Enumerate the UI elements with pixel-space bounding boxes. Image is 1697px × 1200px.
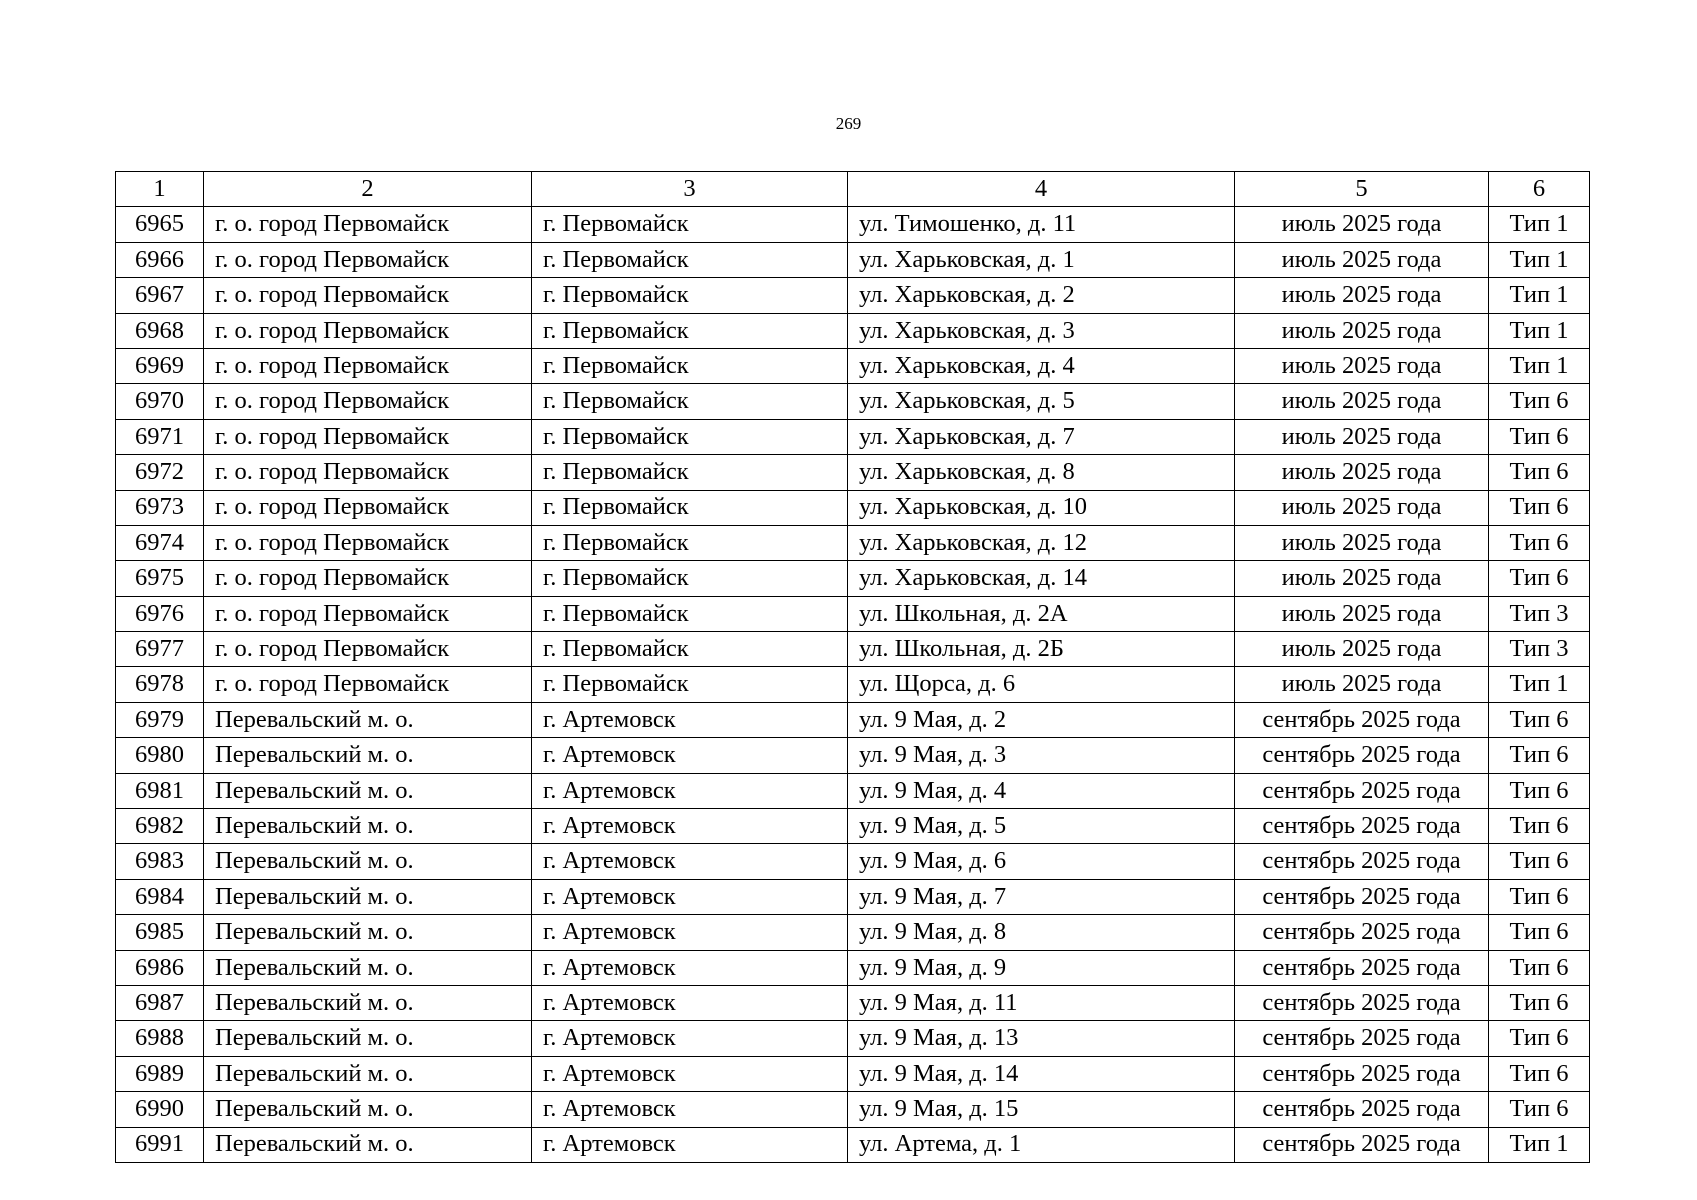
- table-row: [116, 455, 1590, 490]
- period-cell: июль 2025 года: [1235, 384, 1489, 419]
- header-cell-6: 6: [1489, 172, 1590, 207]
- row-number-cell: 6971: [116, 419, 204, 454]
- address-cell: ул. Школьная, д. 2А: [848, 596, 1235, 631]
- address-cell: ул. Харьковская, д. 1: [848, 242, 1235, 277]
- header-cell-3: 3: [532, 172, 848, 207]
- type-cell: Тип 1: [1489, 278, 1590, 313]
- settlement-cell: г. Первомайск: [532, 242, 848, 277]
- settlement-cell: г. Первомайск: [532, 632, 848, 667]
- table-row: [116, 879, 1590, 914]
- row-number-cell: 6969: [116, 348, 204, 383]
- row-number-cell: 6981: [116, 773, 204, 808]
- row-number-cell: 6987: [116, 985, 204, 1020]
- type-cell: Тип 1: [1489, 667, 1590, 702]
- table-body: [116, 207, 1590, 1163]
- municipality-cell: Перевальский м. о.: [204, 809, 532, 844]
- header-row: [116, 172, 1590, 207]
- row-number-cell: 6972: [116, 455, 204, 490]
- period-cell: сентябрь 2025 года: [1235, 844, 1489, 879]
- address-cell: ул. 9 Мая, д. 15: [848, 1092, 1235, 1127]
- table-row: [116, 844, 1590, 879]
- type-cell: Тип 6: [1489, 702, 1590, 737]
- period-cell: сентябрь 2025 года: [1235, 773, 1489, 808]
- row-number-cell: 6970: [116, 384, 204, 419]
- type-cell: Тип 1: [1489, 242, 1590, 277]
- row-number-cell: 6982: [116, 809, 204, 844]
- municipality-cell: г. о. город Первомайск: [204, 384, 532, 419]
- type-cell: Тип 6: [1489, 455, 1590, 490]
- address-cell: ул. Харьковская, д. 14: [848, 561, 1235, 596]
- address-cell: ул. Харьковская, д. 5: [848, 384, 1235, 419]
- row-number-cell: 6979: [116, 702, 204, 737]
- type-cell: Тип 1: [1489, 1127, 1590, 1162]
- municipality-cell: Перевальский м. о.: [204, 985, 532, 1020]
- municipality-cell: г. о. город Первомайск: [204, 455, 532, 490]
- settlement-cell: г. Первомайск: [532, 419, 848, 454]
- row-number-cell: 6983: [116, 844, 204, 879]
- address-cell: ул. Артема, д. 1: [848, 1127, 1235, 1162]
- row-number-cell: 6973: [116, 490, 204, 525]
- period-cell: июль 2025 года: [1235, 667, 1489, 702]
- row-number-cell: 6965: [116, 207, 204, 242]
- address-cell: ул. Харьковская, д. 7: [848, 419, 1235, 454]
- settlement-cell: г. Первомайск: [532, 596, 848, 631]
- municipality-cell: Перевальский м. о.: [204, 702, 532, 737]
- municipality-cell: г. о. город Первомайск: [204, 525, 532, 560]
- table-header: [116, 172, 1590, 207]
- settlement-cell: г. Артемовск: [532, 773, 848, 808]
- municipality-cell: г. о. город Первомайск: [204, 242, 532, 277]
- table-row: [116, 1056, 1590, 1091]
- row-number-cell: 6977: [116, 632, 204, 667]
- period-cell: сентябрь 2025 года: [1235, 809, 1489, 844]
- settlement-cell: г. Артемовск: [532, 702, 848, 737]
- table-row: [116, 915, 1590, 950]
- address-cell: ул. Тимошенко, д. 11: [848, 207, 1235, 242]
- period-cell: июль 2025 года: [1235, 490, 1489, 525]
- address-cell: ул. 9 Мая, д. 2: [848, 702, 1235, 737]
- settlement-cell: г. Первомайск: [532, 455, 848, 490]
- row-number-cell: 6980: [116, 738, 204, 773]
- municipality-cell: г. о. город Первомайск: [204, 278, 532, 313]
- settlement-cell: г. Артемовск: [532, 950, 848, 985]
- table-row: [116, 207, 1590, 242]
- table-row: [116, 773, 1590, 808]
- row-number-cell: 6975: [116, 561, 204, 596]
- address-cell: ул. Харьковская, д. 12: [848, 525, 1235, 560]
- row-number-cell: 6989: [116, 1056, 204, 1091]
- type-cell: Тип 1: [1489, 207, 1590, 242]
- period-cell: июль 2025 года: [1235, 596, 1489, 631]
- settlement-cell: г. Первомайск: [532, 667, 848, 702]
- row-number-cell: 6985: [116, 915, 204, 950]
- municipality-cell: Перевальский м. о.: [204, 738, 532, 773]
- type-cell: Тип 6: [1489, 384, 1590, 419]
- table-row: [116, 702, 1590, 737]
- row-number-cell: 6991: [116, 1127, 204, 1162]
- municipality-cell: г. о. город Первомайск: [204, 419, 532, 454]
- header-cell-5: 5: [1235, 172, 1489, 207]
- address-cell: ул. Харьковская, д. 3: [848, 313, 1235, 348]
- municipality-cell: г. о. город Первомайск: [204, 632, 532, 667]
- table-row: [116, 632, 1590, 667]
- municipality-cell: Перевальский м. о.: [204, 773, 532, 808]
- address-cell: ул. Харьковская, д. 2: [848, 278, 1235, 313]
- table-row: [116, 738, 1590, 773]
- table-row: [116, 1092, 1590, 1127]
- table-row: [116, 596, 1590, 631]
- type-cell: Тип 6: [1489, 844, 1590, 879]
- settlement-cell: г. Первомайск: [532, 384, 848, 419]
- type-cell: Тип 3: [1489, 596, 1590, 631]
- page-number: 269: [835, 114, 862, 133]
- address-cell: ул. 9 Мая, д. 4: [848, 773, 1235, 808]
- type-cell: Тип 6: [1489, 879, 1590, 914]
- municipality-cell: Перевальский м. о.: [204, 879, 532, 914]
- type-cell: Тип 6: [1489, 1021, 1590, 1056]
- period-cell: сентябрь 2025 года: [1235, 879, 1489, 914]
- type-cell: Тип 6: [1489, 985, 1590, 1020]
- table-row: [116, 985, 1590, 1020]
- table-row: [116, 348, 1590, 383]
- address-cell: ул. 9 Мая, д. 7: [848, 879, 1235, 914]
- period-cell: сентябрь 2025 года: [1235, 915, 1489, 950]
- address-cell: ул. Харьковская, д. 4: [848, 348, 1235, 383]
- header-cell-1: 1: [116, 172, 204, 207]
- row-number-cell: 6976: [116, 596, 204, 631]
- header-cell-4: 4: [848, 172, 1235, 207]
- settlement-cell: г. Первомайск: [532, 348, 848, 383]
- table-row: [116, 242, 1590, 277]
- row-number-cell: 6978: [116, 667, 204, 702]
- period-cell: июль 2025 года: [1235, 278, 1489, 313]
- period-cell: сентябрь 2025 года: [1235, 1056, 1489, 1091]
- type-cell: Тип 3: [1489, 632, 1590, 667]
- municipality-cell: Перевальский м. о.: [204, 1127, 532, 1162]
- municipality-cell: Перевальский м. о.: [204, 915, 532, 950]
- period-cell: июль 2025 года: [1235, 632, 1489, 667]
- municipality-cell: Перевальский м. о.: [204, 1021, 532, 1056]
- settlement-cell: г. Артемовск: [532, 1092, 848, 1127]
- period-cell: июль 2025 года: [1235, 242, 1489, 277]
- period-cell: сентябрь 2025 года: [1235, 702, 1489, 737]
- municipality-cell: г. о. город Первомайск: [204, 490, 532, 525]
- address-cell: ул. Харьковская, д. 8: [848, 455, 1235, 490]
- type-cell: Тип 6: [1489, 950, 1590, 985]
- municipality-cell: г. о. город Первомайск: [204, 348, 532, 383]
- address-cell: ул. 9 Мая, д. 5: [848, 809, 1235, 844]
- table-row: [116, 1021, 1590, 1056]
- municipality-cell: г. о. город Первомайск: [204, 313, 532, 348]
- table-row: [116, 490, 1590, 525]
- period-cell: июль 2025 года: [1235, 419, 1489, 454]
- row-number-cell: 6966: [116, 242, 204, 277]
- settlement-cell: г. Артемовск: [532, 985, 848, 1020]
- table-row: [116, 419, 1590, 454]
- type-cell: Тип 6: [1489, 915, 1590, 950]
- type-cell: Тип 6: [1489, 809, 1590, 844]
- row-number-cell: 6974: [116, 525, 204, 560]
- period-cell: июль 2025 года: [1235, 348, 1489, 383]
- type-cell: Тип 6: [1489, 773, 1590, 808]
- row-number-cell: 6968: [116, 313, 204, 348]
- municipality-cell: Перевальский м. о.: [204, 1056, 532, 1091]
- period-cell: июль 2025 года: [1235, 313, 1489, 348]
- table-row: [116, 278, 1590, 313]
- municipality-cell: г. о. город Первомайск: [204, 667, 532, 702]
- settlement-cell: г. Артемовск: [532, 844, 848, 879]
- address-cell: ул. Харьковская, д. 10: [848, 490, 1235, 525]
- period-cell: июль 2025 года: [1235, 455, 1489, 490]
- period-cell: сентябрь 2025 года: [1235, 950, 1489, 985]
- municipality-cell: г. о. город Первомайск: [204, 561, 532, 596]
- address-cell: ул. Школьная, д. 2Б: [848, 632, 1235, 667]
- row-number-cell: 6967: [116, 278, 204, 313]
- settlement-cell: г. Артемовск: [532, 879, 848, 914]
- address-cell: ул. 9 Мая, д. 9: [848, 950, 1235, 985]
- settlement-cell: г. Артемовск: [532, 809, 848, 844]
- table-row: [116, 525, 1590, 560]
- settlement-cell: г. Артемовск: [532, 1021, 848, 1056]
- address-cell: ул. 9 Мая, д. 14: [848, 1056, 1235, 1091]
- settlement-cell: г. Первомайск: [532, 561, 848, 596]
- settlement-cell: г. Первомайск: [532, 490, 848, 525]
- type-cell: Тип 1: [1489, 348, 1590, 383]
- type-cell: Тип 6: [1489, 1092, 1590, 1127]
- settlement-cell: г. Артемовск: [532, 1056, 848, 1091]
- table-row: [116, 561, 1590, 596]
- period-cell: июль 2025 года: [1235, 561, 1489, 596]
- period-cell: сентябрь 2025 года: [1235, 1021, 1489, 1056]
- settlement-cell: г. Артемовск: [532, 1127, 848, 1162]
- period-cell: сентябрь 2025 года: [1235, 1127, 1489, 1162]
- period-cell: июль 2025 года: [1235, 525, 1489, 560]
- municipality-cell: г. о. город Первомайск: [204, 207, 532, 242]
- header-cell-2: 2: [204, 172, 532, 207]
- settlement-cell: г. Артемовск: [532, 915, 848, 950]
- settlement-cell: г. Первомайск: [532, 525, 848, 560]
- table-row: [116, 384, 1590, 419]
- address-cell: ул. 9 Мая, д. 6: [848, 844, 1235, 879]
- registry-table: [115, 171, 1590, 1163]
- type-cell: Тип 6: [1489, 738, 1590, 773]
- type-cell: Тип 6: [1489, 525, 1590, 560]
- table-row: [116, 1127, 1590, 1162]
- table-row: [116, 809, 1590, 844]
- settlement-cell: г. Первомайск: [532, 278, 848, 313]
- type-cell: Тип 6: [1489, 1056, 1590, 1091]
- period-cell: сентябрь 2025 года: [1235, 738, 1489, 773]
- municipality-cell: Перевальский м. о.: [204, 1092, 532, 1127]
- type-cell: Тип 6: [1489, 490, 1590, 525]
- row-number-cell: 6986: [116, 950, 204, 985]
- address-cell: ул. Щорса, д. 6: [848, 667, 1235, 702]
- period-cell: июль 2025 года: [1235, 207, 1489, 242]
- table-row: [116, 667, 1590, 702]
- row-number-cell: 6984: [116, 879, 204, 914]
- row-number-cell: 6988: [116, 1021, 204, 1056]
- settlement-cell: г. Первомайск: [532, 313, 848, 348]
- address-cell: ул. 9 Мая, д. 3: [848, 738, 1235, 773]
- address-cell: ул. 9 Мая, д. 11: [848, 985, 1235, 1020]
- settlement-cell: г. Первомайск: [532, 207, 848, 242]
- address-cell: ул. 9 Мая, д. 13: [848, 1021, 1235, 1056]
- table-row: [116, 313, 1590, 348]
- type-cell: Тип 1: [1489, 313, 1590, 348]
- type-cell: Тип 6: [1489, 419, 1590, 454]
- settlement-cell: г. Артемовск: [532, 738, 848, 773]
- municipality-cell: Перевальский м. о.: [204, 950, 532, 985]
- table-row: [116, 950, 1590, 985]
- period-cell: сентябрь 2025 года: [1235, 1092, 1489, 1127]
- row-number-cell: 6990: [116, 1092, 204, 1127]
- municipality-cell: г. о. город Первомайск: [204, 596, 532, 631]
- type-cell: Тип 6: [1489, 561, 1590, 596]
- municipality-cell: Перевальский м. о.: [204, 844, 532, 879]
- period-cell: сентябрь 2025 года: [1235, 985, 1489, 1020]
- address-cell: ул. 9 Мая, д. 8: [848, 915, 1235, 950]
